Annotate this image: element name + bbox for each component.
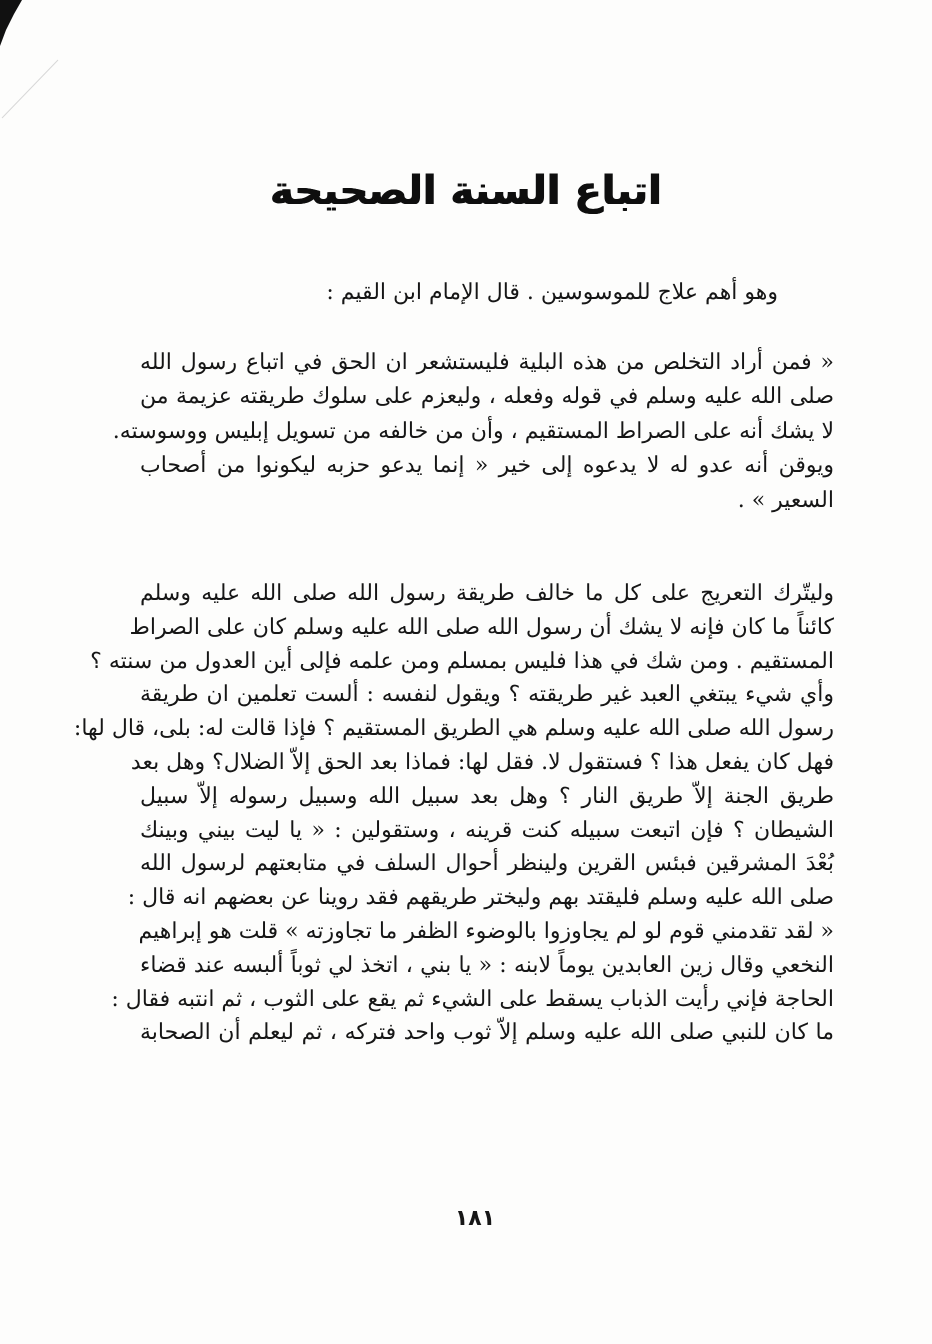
quote-paragraph — [112, 346, 834, 518]
quote-line: « فمن أراد التخلص من هذه البلية فليستشعر ان الحق في اتباع رسول الله — [140, 350, 834, 375]
body-line: المستقيم . ومن شك في هذا فليس بمسلم ومن علمه فإلى أين العدول من سنته ؟ — [90, 648, 834, 674]
body-line: وليتّرك التعريج على كل ما خالف طريقة رسول الله صلى الله عليه وسلم — [140, 581, 834, 606]
page-title: اتباع السنة الصحيحة — [270, 168, 662, 214]
corner-mark-graphic — [0, 0, 60, 120]
quote-line: لا يشك أنه على الصراط المستقيم ، وأن من خالفه من تسويل إبليس ووسوسته. — [112, 418, 834, 444]
intro-line: وهو أهم علاج للموسوسين . قال الإمام ابن القيم : — [326, 280, 778, 305]
page-number: ١٨١ — [454, 1206, 496, 1231]
quote-line: صلى الله عليه وسلم في قوله وفعله ، وليعزم على سلوك طريقته عزيمة من — [140, 384, 834, 410]
body-line: وأي شيء يبتغي العبد غير طريقته ؟ ويقول لنفسه : ألست تعلمين ان طريقة — [140, 682, 834, 708]
body-line: طريق الجنة إلاّ طريق النار ؟ وهل بعد سبيل الله وسبيل رسوله إلاّ سبيل — [140, 783, 834, 809]
quote-line: ويوقن أنه عدو له لا يدعوه إلى خير « إنما يدعو حزبه ليكونوا من أصحاب — [140, 453, 834, 479]
body-line: بُعْدَ المشرقين فبئس القرين ولينظر أحوال السلف في متابعتهم لرسول الله — [140, 851, 834, 877]
body-line: رسول الله صلى الله عليه وسلم هي الطريق المستقيم ؟ فإذا قالت له: بلى، قال لها: — [73, 716, 834, 742]
body-line: « لقد تقدمني قوم لو لم يجاوزوا بالوضوء الظفر ما تجاوزته » قلت هو إبراهيم — [138, 918, 834, 944]
body-paragraph — [73, 577, 834, 1050]
body-line: كائناً ما كان فإنه لا يشك أن رسول الله صلى الله عليه وسلم كان على الصراط — [129, 614, 834, 640]
body-line: النخعي وقال زين العابدين يوماً لابنه : « يا بني ، اتخذ لي ثوباً ألبسه عند قضاء — [140, 952, 834, 978]
body-line: الحاجة فإني رأيت الذباب يسقط على الشيء ثم يقع على الثوب ، ثم انتبه فقال : — [111, 986, 834, 1012]
body-line: ما كان للنبي صلى الله عليه وسلم إلاّ ثوب واحد فتركه ، ثم ليعلم أن الصحابة — [140, 1020, 834, 1046]
quote-line: السعير » . — [737, 487, 834, 513]
body-line: فهل كان يفعل هذا ؟ فستقول لا. فقل لها: فماذا بعد الحق إلاّ الضلال؟ وهل بعد — [130, 749, 834, 775]
intro-paragraph — [300, 276, 778, 310]
body-line: الشيطان ؟ فإن اتبعت سبيله كنت قرينه ، وستقولين : « يا ليت بيني وبينك — [140, 817, 834, 843]
body-line: صلى الله عليه وسلم فليقتد بهم وليختر طريقهم فقد روينا عن بعضهم انه قال : — [127, 885, 834, 911]
